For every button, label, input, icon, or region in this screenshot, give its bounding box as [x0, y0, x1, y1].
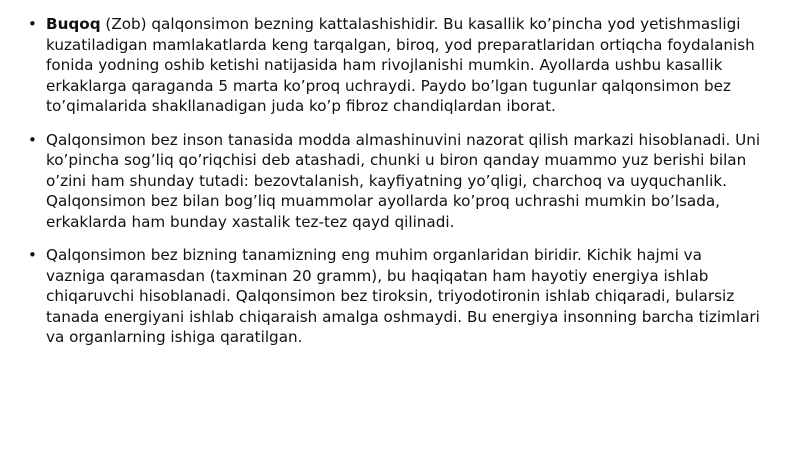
bullet-item-importance	[26, 245, 764, 348]
term-buqoq: Buqoq	[46, 15, 101, 33]
bullet-dot: •	[28, 130, 37, 149]
bullet-dot: •	[28, 15, 37, 33]
bullet-text: Qalqonsimon bez inson tanasida modda almashinuvini nazorat qilish markazi hisoblanadi. Uni ko’pincha sog’liq qo’riqchisi deb atashadi, chunki u biron qanday muammo yuz berishi bilan o’zini ham shunday tutadi: bezovtalanish, kayfiyatning yo’qligi, charchoq va uyquchanlik. Qalqonsimon bez bilan bog’liq muammolar ayollarda ko’proq uchrashi mumkin bo’lsada, erkaklarda ham bunday xastalik tez-tez qayd qilinadi.	[46, 130, 761, 231]
bullet-list	[26, 14, 764, 361]
bullet-text: (Zob) qalqonsimon bezning kattalashishidir. Bu kasallik ko’pincha yod yetishmasligi kuzatiladigan mamlakatlarda keng tarqalgan, biroq, yod preparatlaridan ortiqcha foydalanish fonida yodning oshib ketishi natijasida ham rivojlanishi mumkin. Ayollarda ushbu kasallik erkaklarga qaraganda 5 marta ko’proq uchraydi. Paydo bo’lgan tugunlar qalqonsimon bez to’qimalarida shakllanadigan juda ko’p fibroz chandiqlardan iborat.	[46, 15, 755, 115]
bullet-item-goiter	[26, 14, 764, 117]
bullet-dot: •	[28, 246, 37, 264]
bullet-text: Qalqonsimon bez bizning tanamizning eng muhim organlaridan biridir. Kichik hajmi va vazniga qaramasdan (taxminan 20 gramm), bu haqiqatan ham hayotiy energiya ishlab chiqaruvchi hisoblanadi. Qalqonsimon bez tiroksin, triyodotironin ishlab chiqaradi, bularsiz tanada energiyani ishlab chiqaraish amalga oshmaydi. Bu energiya insonning barcha tizimlari va organlarning ishiga qaratilgan.	[46, 246, 760, 346]
bullet-item-metabolism	[26, 130, 764, 233]
